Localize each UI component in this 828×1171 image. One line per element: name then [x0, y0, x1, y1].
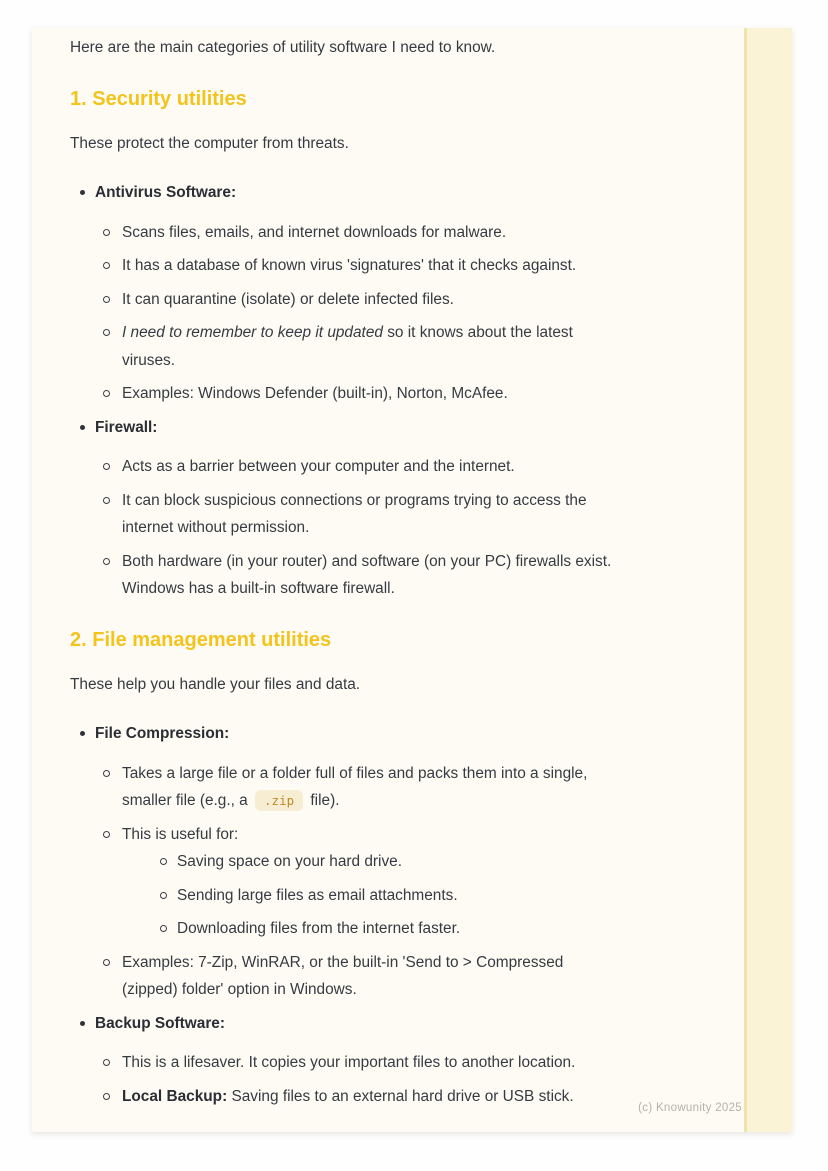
text-segment: Sending large files as email attachments. — [177, 886, 458, 904]
bullet-list-level-2 — [95, 1049, 718, 1110]
bullet-list-level-2 — [95, 760, 718, 1004]
section-heading: 1. Security utilities — [70, 87, 247, 110]
text-segment: Examples: Windows Defender (built-in), Norton, McAfee. — [122, 385, 508, 402]
bullet-circle-icon — [103, 262, 110, 269]
section-heading: 2. File management utilities — [70, 628, 332, 651]
bullet-circle-icon — [103, 1059, 110, 1066]
list-item — [95, 286, 718, 314]
bullet-list-level-1 — [70, 720, 718, 1110]
text-segment: smaller file (e.g., a — [122, 792, 253, 809]
list-item-text — [122, 1054, 575, 1071]
list-item — [122, 915, 718, 943]
list-item-text — [122, 224, 506, 241]
bullet-circle-icon — [103, 229, 110, 236]
bullet-circle-icon — [103, 463, 110, 470]
text-segment: It has a database of known virus 'signatures' that it checks against. — [122, 257, 577, 274]
list-item-title: Backup Software: — [95, 1014, 225, 1032]
section-description: These protect the computer from threats. — [70, 134, 349, 152]
list-item-title: Antivirus Software: — [95, 184, 237, 201]
text-segment: internet without permission. — [122, 519, 310, 536]
bullet-list-level-3 — [122, 848, 718, 943]
bullet-list-level-1 — [70, 179, 718, 603]
list-item-text — [122, 492, 587, 537]
list-item-title: File Compression: — [95, 725, 230, 742]
bullet-circle-icon — [103, 558, 110, 565]
bullet-disc-icon — [80, 190, 85, 195]
list-item-text — [177, 887, 458, 904]
text-segment: viruses. — [122, 351, 176, 369]
text-segment: It can block suspicious connections or programs trying to access the — [122, 491, 587, 509]
list-item-text — [122, 458, 515, 475]
list-item — [95, 1083, 718, 1111]
list-item-text — [122, 385, 508, 402]
bullet-circle-icon — [103, 497, 110, 504]
list-item — [70, 1010, 718, 1111]
text-segment: Examples: 7-Zip, WinRAR, or the built-in 'Send to > Compressed — [122, 953, 564, 971]
text-segment: so it knows about the latest — [382, 324, 573, 341]
list-item — [70, 720, 718, 1004]
bullet-circle-icon — [160, 858, 167, 865]
text-segment: Acts as a barrier between your computer and the internet. — [122, 458, 515, 475]
text-segment: (zipped) folder' option in Windows. — [122, 981, 357, 998]
intro-paragraph: Here are the main categories of utility software I need to know. — [70, 39, 496, 56]
list-item-title: Firewall: — [95, 418, 158, 436]
bullet-circle-icon — [103, 390, 110, 397]
list-item — [95, 949, 718, 1004]
list-item-text — [177, 853, 402, 870]
text-segment: Takes a large file or a folder full of files and packs them into a single, — [122, 764, 588, 782]
list-item — [95, 548, 718, 603]
bullet-circle-icon — [160, 925, 167, 932]
list-item — [95, 487, 718, 542]
list-item-text — [122, 826, 238, 843]
list-item — [95, 252, 718, 280]
list-item — [95, 1049, 718, 1077]
list-item-text — [177, 920, 460, 937]
text-segment: Windows has a built-in software firewall. — [122, 580, 395, 597]
list-item — [95, 821, 718, 943]
page-edge-strip — [744, 28, 792, 1132]
section-description: These help you handle your files and data. — [70, 675, 361, 693]
bullet-list-level-2 — [95, 453, 718, 603]
text-segment: It can quarantine (isolate) or delete infected files. — [122, 290, 454, 308]
list-item — [95, 453, 718, 481]
watermark: (c) Knowunity 2025 — [638, 1102, 742, 1114]
list-item — [122, 848, 718, 876]
document-content — [70, 34, 718, 1116]
list-item-text — [122, 553, 611, 598]
list-item — [70, 179, 718, 408]
sections-container — [70, 86, 718, 1111]
list-item-text — [122, 291, 454, 308]
list-item-text — [122, 324, 573, 369]
text-segment: Both hardware (in your router) and software (on your PC) firewalls exist. — [122, 552, 612, 570]
bullet-list-level-2 — [95, 219, 718, 408]
list-item — [95, 219, 718, 247]
text-segment: I need to remember to keep it updated — [122, 324, 383, 341]
bullet-circle-icon — [103, 296, 110, 303]
list-item — [95, 319, 718, 374]
list-item-text — [122, 765, 587, 810]
text-segment: Scans files, emails, and internet downloads for malware. — [122, 223, 507, 241]
document-page — [32, 28, 792, 1132]
list-item — [95, 760, 718, 815]
bullet-disc-icon — [80, 731, 85, 736]
list-item-text — [122, 1088, 574, 1105]
bullet-circle-icon — [160, 892, 167, 899]
bullet-disc-icon — [80, 1021, 85, 1026]
bullet-circle-icon — [103, 770, 110, 777]
list-item — [95, 380, 718, 408]
inline-code-badge: .zip — [255, 790, 303, 811]
text-segment: This is useful for: — [122, 825, 239, 843]
text-segment: This is a lifesaver. It copies your important files to another location. — [122, 1054, 576, 1071]
text-segment: Downloading files from the internet faster. — [177, 920, 461, 937]
text-segment: Local Backup: — [122, 1087, 228, 1105]
text-segment: file). — [306, 792, 340, 809]
text-segment: Saving files to an external hard drive or USB stick. — [227, 1087, 574, 1105]
list-item-text — [122, 954, 563, 999]
text-segment: Saving space on your hard drive. — [177, 853, 403, 870]
bullet-disc-icon — [80, 425, 85, 430]
list-item — [122, 882, 718, 910]
bullet-circle-icon — [103, 1093, 110, 1100]
bullet-circle-icon — [103, 831, 110, 838]
list-item — [70, 414, 718, 603]
list-item-text — [122, 257, 576, 274]
bullet-circle-icon — [103, 959, 110, 966]
bullet-circle-icon — [103, 329, 110, 336]
